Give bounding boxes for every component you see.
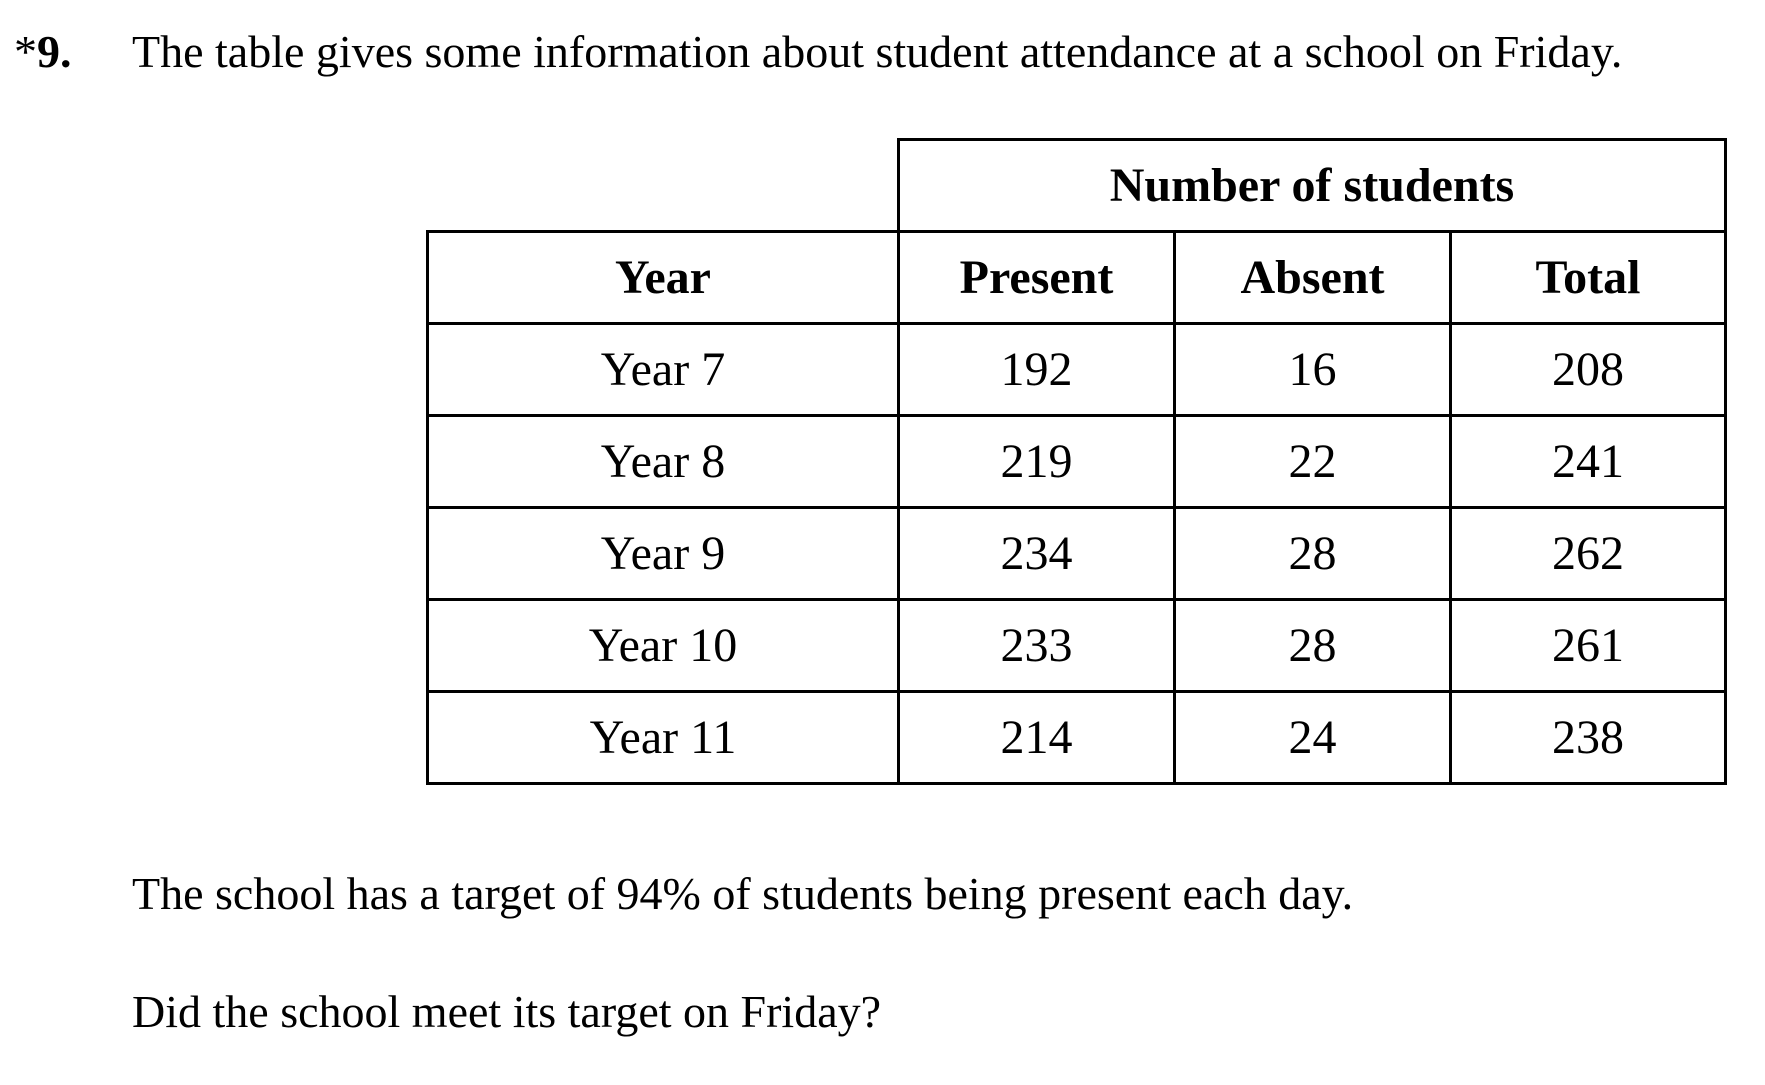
cell-year: Year 7	[428, 324, 899, 416]
cell-total: 241	[1451, 416, 1726, 508]
column-header-present: Present	[899, 232, 1175, 324]
cell-present: 219	[899, 416, 1175, 508]
question-number-value: 9.	[37, 26, 72, 77]
table-row	[428, 508, 1726, 600]
cell-total: 238	[1451, 692, 1726, 784]
column-header-row	[428, 232, 1726, 324]
cell-present: 214	[899, 692, 1175, 784]
cell-present: 234	[899, 508, 1175, 600]
cell-year: Year 10	[428, 600, 899, 692]
cell-total: 208	[1451, 324, 1726, 416]
cell-absent: 16	[1175, 324, 1451, 416]
table-row	[428, 416, 1726, 508]
table-row	[428, 600, 1726, 692]
cell-year: Year 8	[428, 416, 899, 508]
table-row	[428, 692, 1726, 784]
question-prompt: Did the school meet its target on Friday?	[132, 986, 882, 1037]
group-header-row	[428, 140, 1726, 232]
question-intro: The table gives some information about student attendance at a school on Friday.	[132, 26, 1623, 77]
cell-absent: 24	[1175, 692, 1451, 784]
table-row	[428, 324, 1726, 416]
target-statement: The school has a target of 94% of students being present each day.	[132, 868, 1354, 919]
question-number	[14, 24, 72, 80]
cell-present: 233	[899, 600, 1175, 692]
cell-total: 262	[1451, 508, 1726, 600]
cell-absent: 28	[1175, 508, 1451, 600]
column-header-total: Total	[1451, 232, 1726, 324]
cell-year: Year 11	[428, 692, 899, 784]
attendance-table	[426, 138, 1727, 785]
blank-corner-cell	[428, 140, 899, 232]
question-star: *	[14, 26, 37, 77]
column-header-year: Year	[428, 232, 899, 324]
cell-absent: 28	[1175, 600, 1451, 692]
cell-total: 261	[1451, 600, 1726, 692]
cell-absent: 22	[1175, 416, 1451, 508]
cell-year: Year 9	[428, 508, 899, 600]
column-header-absent: Absent	[1175, 232, 1451, 324]
group-header-number-of-students: Number of students	[899, 140, 1726, 232]
cell-present: 192	[899, 324, 1175, 416]
